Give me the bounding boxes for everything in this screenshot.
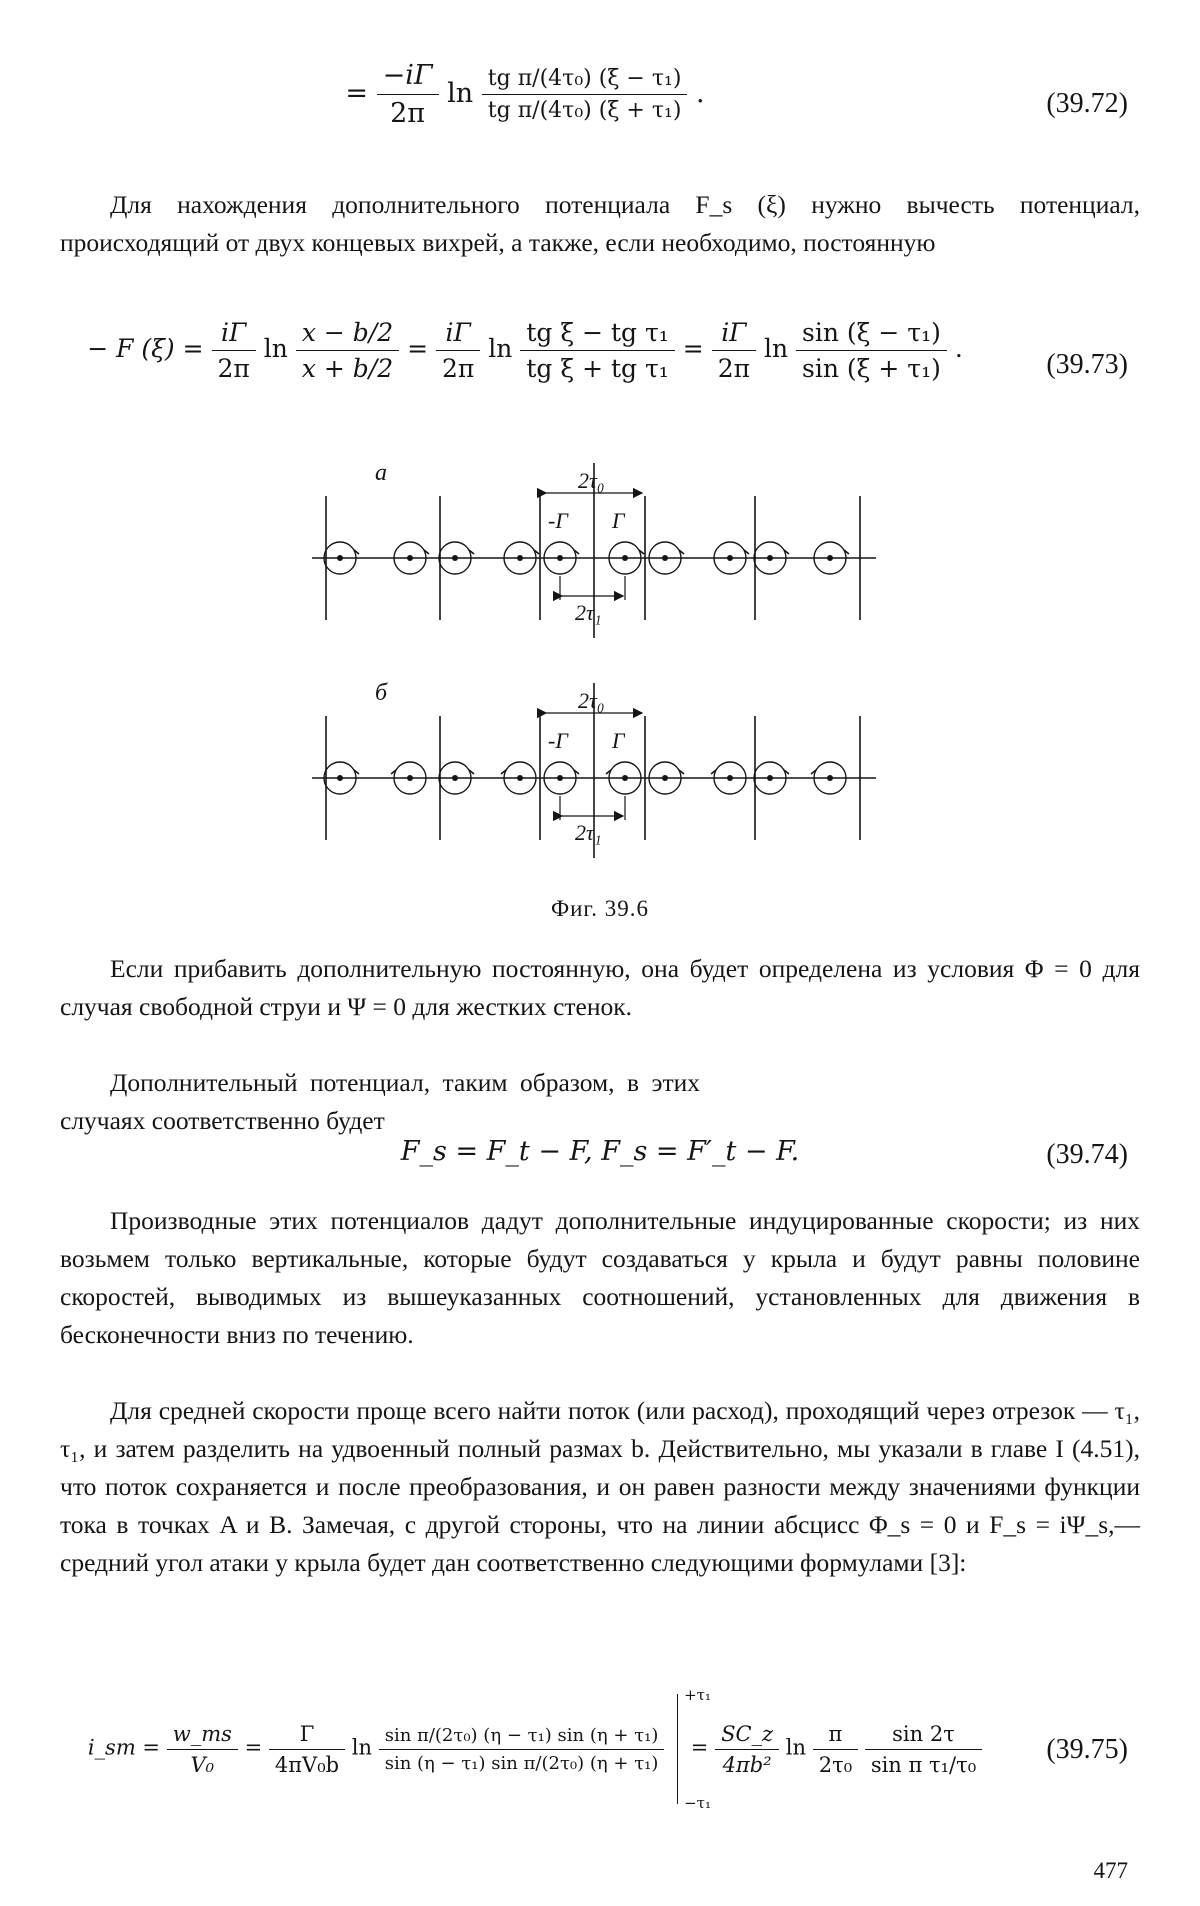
fraction-numerator: tg π/(4τ₀) (ξ − τ₁)	[482, 66, 688, 95]
equation-39-74: F_s = F_t − F, F_s = F′_t − F. (39.74)	[400, 1136, 1128, 1170]
paragraph-1: Для нахождения дополнительного потенциала F_s (ξ) нужно вычесть потенциал, происходящий от двух концевых вихрей, а также, если необходимо, постоянную	[60, 190, 1140, 257]
panel-label: б	[375, 680, 388, 706]
vortex-core	[827, 555, 833, 561]
vortex-core	[622, 555, 628, 561]
panel-label: а	[375, 460, 387, 486]
coefficient-numerator: −iΓ	[377, 60, 439, 95]
inner-span-label: 2τ₁	[575, 820, 602, 845]
figure-panel-a	[312, 460, 876, 638]
paragraph-5: Для средней скорости проще всего найти поток (или расход), проходящий через отрезок — τ₁, τ₁, и затем разделить на удвоенный полный размах b. Действительно, мы указали в главе I (4.51), что поток сохраняется и после преобразования, и он равен разности между значениями функции тока в точках A и B. Замечая, с другой стороны, что на линии абсцисс Φ_s = 0 и F_s = iΨ_s,— средний угол атаки у крыла будет дан соответственно следующими формулами [3]:	[60, 1396, 1140, 1577]
vortex-core	[407, 775, 413, 781]
fraction-denominator: tg π/(4τ₀) (ξ + τ₁)	[487, 98, 682, 123]
vortex-core	[517, 555, 523, 561]
upper-limit: +τ₁	[684, 1686, 711, 1704]
vortex-core	[662, 555, 668, 561]
figure-panel-b	[312, 680, 876, 858]
equation-number: (39.75)	[1046, 1734, 1128, 1765]
vortex-core	[727, 555, 733, 561]
vortex-core	[557, 775, 563, 781]
inner-span-label: 2τ₁	[575, 600, 602, 625]
vortex-core	[767, 555, 773, 561]
left-vortex-label: -Г	[548, 508, 568, 533]
coefficient-denominator: 2π	[390, 98, 426, 129]
equation-number: (39.74)	[1046, 1139, 1128, 1170]
equation-39-73: − F (ξ) = $\frac{i\Gamma}{2\pi}$ ln $\frac{x - b/2}{x + b/2}$ = $\frac{i\Gamma}{2\pi}$ ln $\frac{\text{tg ξ − tg τ₁}}{\text{tg ξ + tg τ₁}}$ = $\frac{i\Gamma}{2\pi}$ ln $\frac{\text{sin (ξ − τ₁)}}{\text{sin (ξ + τ₁)}}$ . (39.73)	[87, 318, 1128, 383]
vortex-core	[452, 555, 458, 561]
vortex-core	[557, 555, 563, 561]
paragraph-4: Производные этих потенциалов дадут дополнительные индуцированные скорости; из них возьмем только вертикальные, которые будут создаваться у крыла и будут равны половине скоростей, выводимых из вышеуказанных соотношений, установленных для движения в бесконечности вниз по течению.	[60, 1206, 1140, 1349]
vortex-core	[622, 775, 628, 781]
vortex-core	[452, 775, 458, 781]
vortex-core	[727, 775, 733, 781]
left-vortex-label: -Г	[548, 728, 568, 753]
vortex-core	[767, 775, 773, 781]
vortex-core	[407, 555, 413, 561]
vortex-core	[517, 775, 523, 781]
vortex-row-figure	[0, 450, 1200, 890]
right-vortex-label: Г	[612, 728, 625, 753]
equation-number: (39.72)	[1046, 88, 1128, 119]
paragraph-3: Дополнительный потенциал, таким образом, в этих случаях соответственно будет	[60, 1068, 700, 1135]
right-vortex-label: Г	[612, 508, 625, 533]
outer-span-label: 2τ₀	[578, 688, 605, 713]
lower-limit: −τ₁	[684, 1794, 711, 1812]
vortex-core	[337, 555, 343, 561]
vortex-core	[827, 775, 833, 781]
equation-39-72: = $\frac{-i\Gamma}{2\pi}$ ln $\frac{\text{tg π/(4τ₀) (ξ − τ₁)}}{\text{tg π/(4τ₀) (ξ + τ₁)}}$ . (39.72)	[345, 60, 1128, 129]
page-number: 477	[1093, 1858, 1128, 1883]
equation-39-75: i_sm = $\frac{w\_ms}{\text{V₀}}$ = $\frac{\Gamma}{\text{4πV₀b}}$ ln $\frac{\text{sin π/(2τ₀) (η − τ₁) sin (η + τ₁)}}{\text{sin (η − τ₁) sin π/(2τ₀) (η + τ₁)}}$ +τ₁ −τ₁ = $\frac{SC\_z}{\text{4πb²}}$ ln $\frac{\pi}{\text{2τ₀}}$ $\frac{\sin 2\tau}{\text{sin π τ₁/τ₀}}$ (39.75)	[87, 1686, 1128, 1812]
figure-caption: Фиг. 39.6	[550, 896, 650, 921]
outer-span-label: 2τ₀	[578, 468, 605, 493]
paragraph-2: Если прибавить дополнительную постоянную, она будет определена из условия Φ = 0 для случая свободной струи и Ψ = 0 для жестких стенок.	[60, 954, 1140, 1021]
vortex-core	[662, 775, 668, 781]
evaluation-bar	[677, 1686, 711, 1812]
vortex-core	[337, 775, 343, 781]
equation-number: (39.73)	[1046, 349, 1128, 380]
